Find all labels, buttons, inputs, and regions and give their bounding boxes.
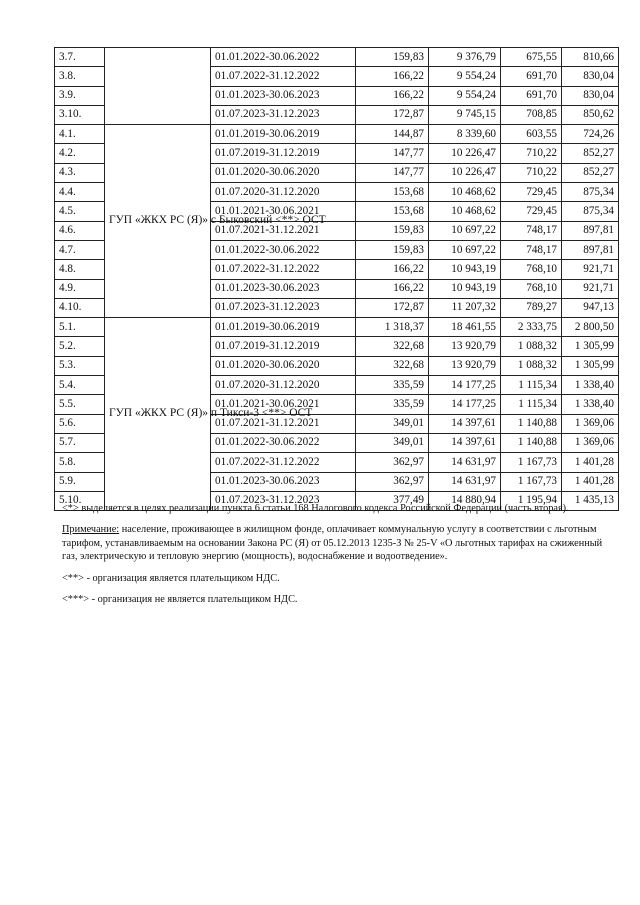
remark-label: Примечание: xyxy=(62,524,120,536)
period-cell: 01.01.2023-30.06.2023 xyxy=(211,279,356,298)
row-number-cell: 4.6. xyxy=(55,221,105,240)
value-cell: 748,17 xyxy=(501,240,562,259)
row-number-cell: 4.7. xyxy=(55,240,105,259)
organization-cell: ГУП «ЖКХ РС (Я)» п Тикси-3 <**> ОСТ xyxy=(105,318,211,511)
value-cell: 18 461,55 xyxy=(429,318,501,337)
period-cell: 01.01.2022-30.06.2022 xyxy=(211,48,356,67)
value-cell: 335,59 xyxy=(356,376,429,395)
value-cell: 603,55 xyxy=(501,125,562,144)
period-cell: 01.07.2022-31.12.2022 xyxy=(211,260,356,279)
organization-cell: ГУП «ЖКХ РС (Я)» с Быковский <**> ОСТ xyxy=(105,125,211,318)
value-cell: 691,70 xyxy=(501,67,562,86)
vat-footnote: <*> выделяется в целях реализации пункта 6 статьи 168 Налогового кодекса Российской Федерации (часть вторая). xyxy=(62,503,569,514)
value-cell: 335,59 xyxy=(356,395,429,414)
value-cell: 10 226,47 xyxy=(429,163,501,182)
value-cell: 852,27 xyxy=(562,144,619,163)
period-cell: 01.07.2023-31.12.2023 xyxy=(211,105,356,124)
row-number-cell: 5.8. xyxy=(55,453,105,472)
value-cell: 10 468,62 xyxy=(429,183,501,202)
value-cell: 362,97 xyxy=(356,453,429,472)
value-cell: 1 088,32 xyxy=(501,337,562,356)
value-cell: 1 167,73 xyxy=(501,453,562,472)
row-number-cell: 4.8. xyxy=(55,260,105,279)
value-cell: 850,62 xyxy=(562,105,619,124)
value-cell: 14 631,97 xyxy=(429,453,501,472)
value-cell: 349,01 xyxy=(356,414,429,433)
value-cell: 147,77 xyxy=(356,163,429,182)
value-cell: 1 401,28 xyxy=(562,472,619,491)
row-number-cell: 4.1. xyxy=(55,125,105,144)
value-cell: 729,45 xyxy=(501,183,562,202)
row-number-cell: 5.7. xyxy=(55,433,105,452)
value-cell: 810,66 xyxy=(562,48,619,67)
remark-paragraph xyxy=(62,523,618,563)
value-cell: 10 943,19 xyxy=(429,260,501,279)
period-cell: 01.01.2019-30.06.2019 xyxy=(211,318,356,337)
value-cell: 10 226,47 xyxy=(429,144,501,163)
value-cell: 1 140,88 xyxy=(501,433,562,452)
period-cell: 01.01.2022-30.06.2022 xyxy=(211,240,356,259)
period-cell: 01.07.2020-31.12.2020 xyxy=(211,183,356,202)
row-number-cell: 5.10. xyxy=(55,491,105,510)
value-cell: 830,04 xyxy=(562,67,619,86)
value-cell: 729,45 xyxy=(501,202,562,221)
value-cell: 921,71 xyxy=(562,260,619,279)
value-cell: 14 631,97 xyxy=(429,472,501,491)
value-cell: 9 554,24 xyxy=(429,67,501,86)
value-cell: 830,04 xyxy=(562,86,619,105)
value-cell: 1 305,99 xyxy=(562,337,619,356)
value-cell: 1 115,34 xyxy=(501,376,562,395)
value-cell: 1 338,40 xyxy=(562,395,619,414)
value-cell: 897,81 xyxy=(562,221,619,240)
row-number-cell: 5.6. xyxy=(55,414,105,433)
value-cell: 322,68 xyxy=(356,337,429,356)
value-cell: 10 943,19 xyxy=(429,279,501,298)
row-number-cell: 3.7. xyxy=(55,48,105,67)
period-cell: 01.01.2022-30.06.2022 xyxy=(211,433,356,452)
period-cell: 01.01.2021-30.06.2021 xyxy=(211,202,356,221)
period-cell: 01.01.2020-30.06.2020 xyxy=(211,356,356,375)
value-cell: 166,22 xyxy=(356,279,429,298)
value-cell: 159,83 xyxy=(356,221,429,240)
value-cell: 14 177,25 xyxy=(429,376,501,395)
value-cell: 708,85 xyxy=(501,105,562,124)
value-cell: 691,70 xyxy=(501,86,562,105)
value-cell: 1 140,88 xyxy=(501,414,562,433)
period-cell: 01.07.2019-31.12.2019 xyxy=(211,337,356,356)
value-cell: 322,68 xyxy=(356,356,429,375)
value-cell: 144,87 xyxy=(356,125,429,144)
value-cell: 748,17 xyxy=(501,221,562,240)
value-cell: 349,01 xyxy=(356,433,429,452)
value-cell: 166,22 xyxy=(356,86,429,105)
value-cell: 14 397,61 xyxy=(429,433,501,452)
value-cell: 1 338,40 xyxy=(562,376,619,395)
period-cell: 01.01.2020-30.06.2020 xyxy=(211,163,356,182)
period-cell: 01.07.2023-31.12.2023 xyxy=(211,491,356,510)
row-number-cell: 5.4. xyxy=(55,376,105,395)
table-row xyxy=(55,48,619,67)
period-cell: 01.01.2023-30.06.2023 xyxy=(211,472,356,491)
value-cell: 1 369,06 xyxy=(562,433,619,452)
row-number-cell: 3.9. xyxy=(55,86,105,105)
value-cell: 159,83 xyxy=(356,240,429,259)
tariff-table xyxy=(54,47,619,511)
value-cell: 789,27 xyxy=(501,298,562,317)
value-cell: 2 333,75 xyxy=(501,318,562,337)
period-cell: 01.01.2023-30.06.2023 xyxy=(211,86,356,105)
value-cell: 166,22 xyxy=(356,67,429,86)
value-cell: 10 468,62 xyxy=(429,202,501,221)
value-cell: 9 745,15 xyxy=(429,105,501,124)
value-cell: 921,71 xyxy=(562,279,619,298)
value-cell: 166,22 xyxy=(356,260,429,279)
row-number-cell: 4.4. xyxy=(55,183,105,202)
table-row xyxy=(55,125,619,144)
value-cell: 14 177,25 xyxy=(429,395,501,414)
value-cell: 1 305,99 xyxy=(562,356,619,375)
vat-payer-footnote: <**> - организация является плательщиком НДС. xyxy=(62,572,280,584)
value-cell: 1 115,34 xyxy=(501,395,562,414)
notes-section xyxy=(62,502,618,614)
row-number-cell: 4.3. xyxy=(55,163,105,182)
row-number-cell: 3.10. xyxy=(55,105,105,124)
value-cell: 710,22 xyxy=(501,144,562,163)
row-number-cell: 4.2. xyxy=(55,144,105,163)
value-cell: 14 880,94 xyxy=(429,491,501,510)
period-cell: 01.07.2019-31.12.2019 xyxy=(211,144,356,163)
row-number-cell: 3.8. xyxy=(55,67,105,86)
value-cell: 1 318,37 xyxy=(356,318,429,337)
value-cell: 897,81 xyxy=(562,240,619,259)
value-cell: 10 697,22 xyxy=(429,240,501,259)
row-number-cell: 4.5. xyxy=(55,202,105,221)
value-cell: 768,10 xyxy=(501,279,562,298)
value-cell: 13 920,79 xyxy=(429,356,501,375)
row-number-cell: 5.5. xyxy=(55,395,105,414)
period-cell: 01.01.2021-30.06.2021 xyxy=(211,395,356,414)
period-cell: 01.07.2021-31.12.2021 xyxy=(211,414,356,433)
value-cell: 9 376,79 xyxy=(429,48,501,67)
value-cell: 153,68 xyxy=(356,202,429,221)
value-cell: 11 207,32 xyxy=(429,298,501,317)
period-cell: 01.07.2020-31.12.2020 xyxy=(211,376,356,395)
value-cell: 14 397,61 xyxy=(429,414,501,433)
row-number-cell: 5.9. xyxy=(55,472,105,491)
value-cell: 153,68 xyxy=(356,183,429,202)
period-cell: 01.07.2023-31.12.2023 xyxy=(211,298,356,317)
value-cell: 172,87 xyxy=(356,105,429,124)
tariff-table-body xyxy=(55,48,619,511)
period-cell: 01.01.2019-30.06.2019 xyxy=(211,125,356,144)
row-number-cell: 5.3. xyxy=(55,356,105,375)
vat-nonpayer-footnote: <***> - организация не является плательщиком НДС. xyxy=(62,593,298,605)
value-cell: 1 435,13 xyxy=(562,491,619,510)
value-cell: 1 369,06 xyxy=(562,414,619,433)
value-cell: 675,55 xyxy=(501,48,562,67)
value-cell: 377,49 xyxy=(356,491,429,510)
value-cell: 10 697,22 xyxy=(429,221,501,240)
period-cell: 01.07.2022-31.12.2022 xyxy=(211,67,356,86)
value-cell: 1 167,73 xyxy=(501,472,562,491)
row-number-cell: 5.2. xyxy=(55,337,105,356)
value-cell: 768,10 xyxy=(501,260,562,279)
value-cell: 172,87 xyxy=(356,298,429,317)
period-cell: 01.07.2021-31.12.2021 xyxy=(211,221,356,240)
value-cell: 875,34 xyxy=(562,183,619,202)
table-row xyxy=(55,318,619,337)
value-cell: 710,22 xyxy=(501,163,562,182)
row-number-cell: 4.10. xyxy=(55,298,105,317)
period-cell: 01.07.2022-31.12.2022 xyxy=(211,453,356,472)
value-cell: 147,77 xyxy=(356,144,429,163)
value-cell: 852,27 xyxy=(562,163,619,182)
row-number-cell: 5.1. xyxy=(55,318,105,337)
value-cell: 2 800,50 xyxy=(562,318,619,337)
value-cell: 362,97 xyxy=(356,472,429,491)
remark-text: население, проживающее в жилищном фонде, оплачивает коммунальную услугу в соответствии с льготным тарифом, устанавливаемым на основании Закона РС (Я) от 05.12.2013 1235-З № 25-V «О льготных тарифах на сжиженный газ, электрическую и тепловую энергию (мощность), водоснабжение и водоотведение». xyxy=(62,524,603,563)
value-cell: 13 920,79 xyxy=(429,337,501,356)
value-cell: 875,34 xyxy=(562,202,619,221)
row-number-cell: 4.9. xyxy=(55,279,105,298)
value-cell: 1 195,94 xyxy=(501,491,562,510)
value-cell: 9 554,24 xyxy=(429,86,501,105)
value-cell: 159,83 xyxy=(356,48,429,67)
value-cell: 947,13 xyxy=(562,298,619,317)
organization-cell xyxy=(105,48,211,125)
value-cell: 8 339,60 xyxy=(429,125,501,144)
value-cell: 724,26 xyxy=(562,125,619,144)
value-cell: 1 401,28 xyxy=(562,453,619,472)
value-cell: 1 088,32 xyxy=(501,356,562,375)
